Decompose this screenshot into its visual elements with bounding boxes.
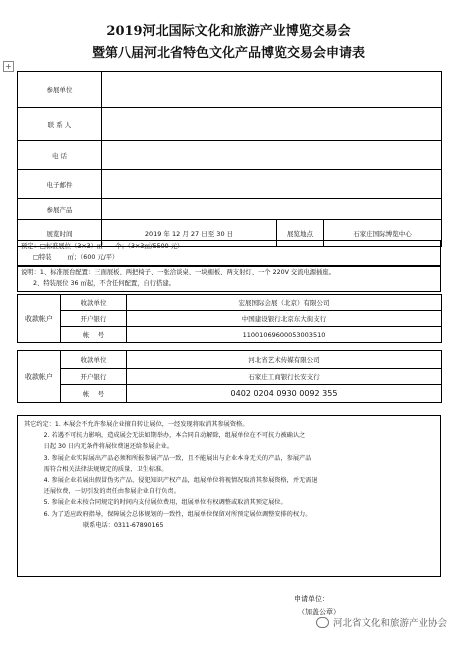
terms-line: 其它约定：1. 本展会不允许参展企业擅自转让展位，一经发现将取消其参展资格。 — [24, 421, 249, 428]
account-1-number-value: 11001069600053003510 — [127, 327, 442, 343]
notice-line-2: 2、特装展位 36 ㎡起，不含任何配置，自行搭建。 — [21, 280, 175, 287]
phone-field[interactable] — [102, 141, 442, 170]
account-1-payee-value: 宏展国际会展（北京）有限公司 — [127, 295, 442, 311]
exhibitor-label: 参展单位 — [18, 72, 102, 108]
venue-value: 石家庄国际博览中心 — [324, 220, 442, 247]
seal-note: （加盖公章） — [298, 608, 340, 616]
account-1-payee-label: 收款单位 — [61, 295, 127, 311]
terms-line: 3. 参展企业实际展出产品必须和所报参展产品一致，且不能展出与企业本身无关的产品，参展产品 — [24, 454, 312, 462]
terms-line: 5. 参展企业未按合同规定的时间内支付展位费用，组展单位有权调整或取消其预定展位。 — [24, 499, 287, 507]
account-2-number-value: 0402 0204 0930 0092 355 — [127, 385, 442, 403]
booking-section — [17, 240, 441, 266]
phone-label: 电 话 — [18, 141, 102, 170]
account-1-bank-value: 中国建设银行北京东大街支行 — [127, 311, 442, 327]
watermark — [316, 615, 447, 629]
application-form-table — [17, 71, 442, 247]
email-field[interactable] — [102, 170, 442, 199]
contact-phone-line: 联系电话：0311-67890165 — [24, 521, 164, 529]
table-move-handle-icon[interactable]: + — [3, 61, 14, 72]
wechat-icon — [316, 617, 329, 628]
terms-line: 日起 30 日内无条件将展位费退还给参展企业。 — [24, 443, 174, 451]
payment-account-2 — [17, 350, 442, 403]
exhibitor-field[interactable] — [102, 72, 442, 108]
products-field[interactable] — [102, 199, 442, 220]
account-1-number-label: 帐 号 — [61, 327, 127, 343]
terms-line: 还展位费，一切引发的责任由参展企业自行负责。 — [24, 488, 180, 496]
terms-section — [17, 415, 441, 577]
terms-line: 2. 若遇不可抗力影响，造成展会无法如期举办，本合同自动解除，组展单位在不可抗力被确认之 — [24, 432, 306, 440]
account-2-payee-value: 河北省艺术传媒有限公司 — [127, 351, 442, 369]
payment-account-1 — [17, 294, 442, 343]
venue-label: 展览地点 — [277, 220, 324, 247]
document-title-line2: 暨第八届河北省特色文化产品博览交易会申请表 — [91, 46, 365, 61]
notice-line-1: 说明：1、标准展台配置：三面展板、两把椅子、一张洽谈桌、一块楣板、两支射灯、一个 220V 交流电源插座。 — [21, 269, 335, 276]
email-label: 电子邮件 — [18, 170, 102, 199]
account-2-payee-label: 收款单位 — [61, 351, 127, 369]
account-2-number-label: 帐 号 — [61, 385, 127, 403]
contact-label: 联 系 人 — [18, 108, 102, 141]
terms-line: 6. 为了适应政府指导，保障展会总体规划的一致性，组展单位保留对所预定展位调整安排的权力。 — [24, 510, 312, 518]
notice-section — [17, 266, 441, 292]
contact-field[interactable] — [102, 108, 442, 141]
time-label: 展览时间 — [18, 220, 102, 247]
watermark-text: 河北省文化和旅游产业协会 — [332, 618, 447, 629]
terms-line: 4. 参展企业若展出假冒伪劣产品、侵犯知识产权产品，组展单位将视情况取消其参展资格，并无需退 — [24, 477, 318, 485]
account-2-side-label: 收款帐户 — [18, 351, 61, 403]
booking-special-option[interactable]: □特装 ㎡；（600 元/平） — [21, 254, 119, 261]
applicant-label: 申请单位： — [294, 595, 329, 603]
document-title-line1: 2019河北国际文化和旅游产业博览交易会 — [106, 24, 351, 39]
account-2-bank-label: 开户银行 — [61, 369, 127, 385]
account-1-side-label: 收款帐户 — [18, 295, 61, 343]
products-label: 参展产品 — [18, 199, 102, 220]
account-2-bank-value: 石家庄工商银行长安支行 — [127, 369, 442, 385]
terms-line: 需符合相关法律法规规定的质量、卫生标准。 — [24, 465, 168, 473]
account-1-bank-label: 开户银行 — [61, 311, 127, 327]
booking-standard-option[interactable]: 预定：□标准展位（3×3）㎡ 个；（3×3㎡/5500 元） — [21, 243, 184, 250]
time-value: 2019 年 12 月 27 日至 30 日 — [102, 220, 277, 247]
